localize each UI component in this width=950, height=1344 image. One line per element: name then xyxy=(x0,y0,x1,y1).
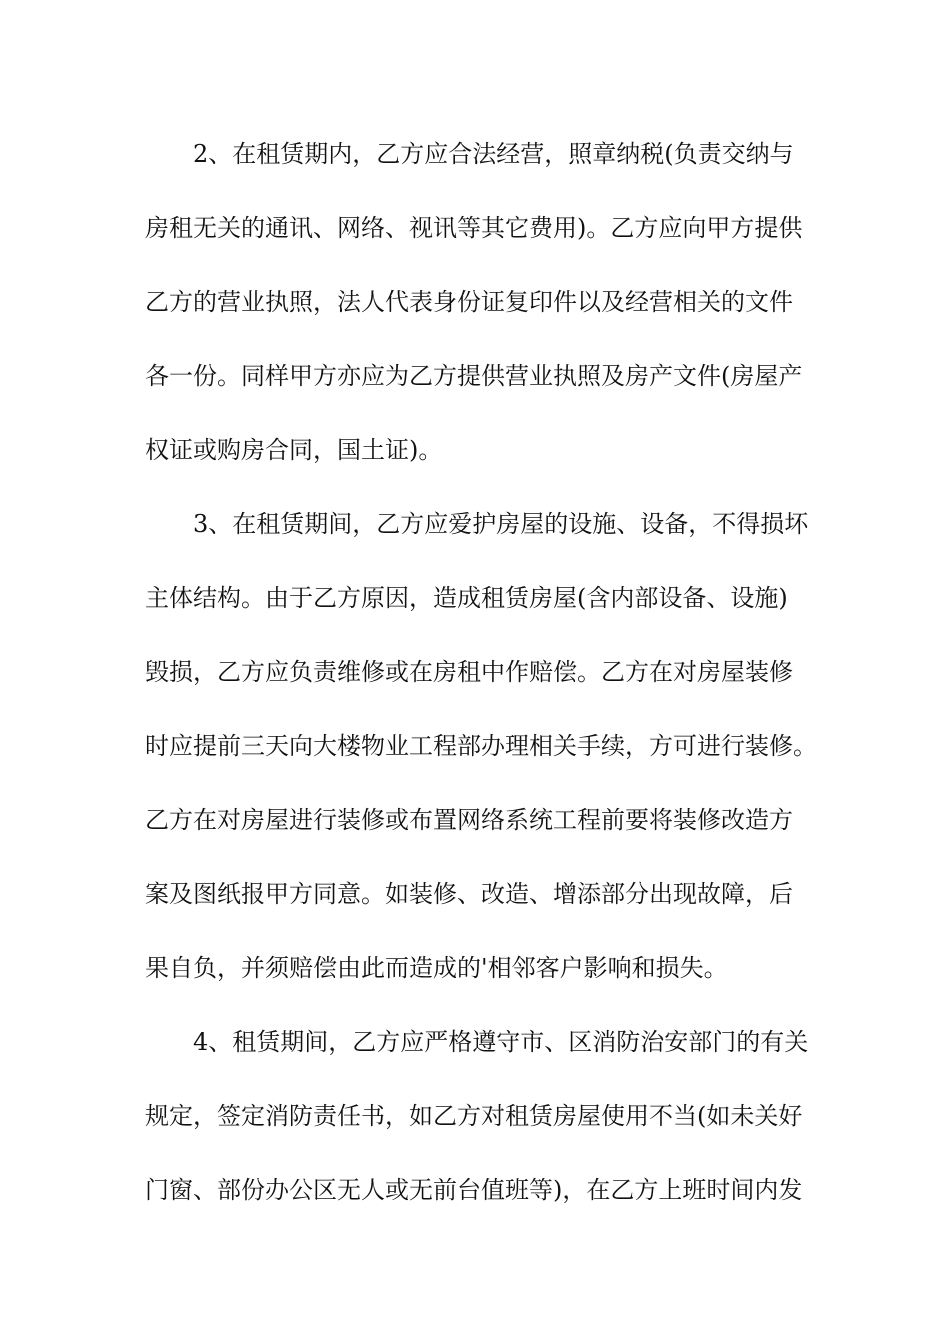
text-line: 毁损，乙方应负责维修或在房租中作赔偿。乙方在对房屋装修 xyxy=(145,658,793,686)
document-body xyxy=(145,117,835,1227)
text-line: 各一份。同样甲方亦应为乙方提供营业执照及房产文件(房屋产 xyxy=(145,362,803,390)
text-line: 乙方的营业执照，法人代表身份证复印件以及经营相关的文件 xyxy=(145,288,793,316)
text-line: 案及图纸报甲方同意。如装修、改造、增添部分出现故障，后 xyxy=(145,880,793,908)
text-line: 规定，签定消防责任书，如乙方对租赁房屋使用不当(如未关好 xyxy=(145,1102,803,1130)
text-line: 乙方在对房屋进行装修或布置网络系统工程前要将装修改造方 xyxy=(145,806,793,834)
paragraph-3 xyxy=(145,487,835,1005)
text-line: 4、租赁期间，乙方应严格遵守市、区消防治安部门的有关 xyxy=(193,1028,809,1056)
paragraph-2 xyxy=(145,117,835,487)
text-line: 权证或购房合同，国土证)。 xyxy=(145,436,443,464)
text-line: 3、在租赁期间，乙方应爱护房屋的设施、设备，不得损坏 xyxy=(193,510,809,538)
paragraph-4 xyxy=(145,1005,835,1227)
text-line: 房租无关的通讯、网络、视讯等其它费用)。乙方应向甲方提供 xyxy=(145,214,803,242)
text-line: 果自负，并须赔偿由此而造成的'相邻客户影响和损失。 xyxy=(145,954,728,982)
text-line: 门窗、部份办公区无人或无前台值班等)，在乙方上班时间内发 xyxy=(145,1176,803,1204)
text-line: 2、在租赁期内，乙方应合法经营，照章纳税(负责交纳与 xyxy=(193,140,794,168)
text-line: 时应提前三天向大楼物业工程部办理相关手续，方可进行装修。 xyxy=(145,732,817,760)
text-line: 主体结构。由于乙方原因，造成租赁房屋(含内部设备、设施) xyxy=(145,584,788,612)
